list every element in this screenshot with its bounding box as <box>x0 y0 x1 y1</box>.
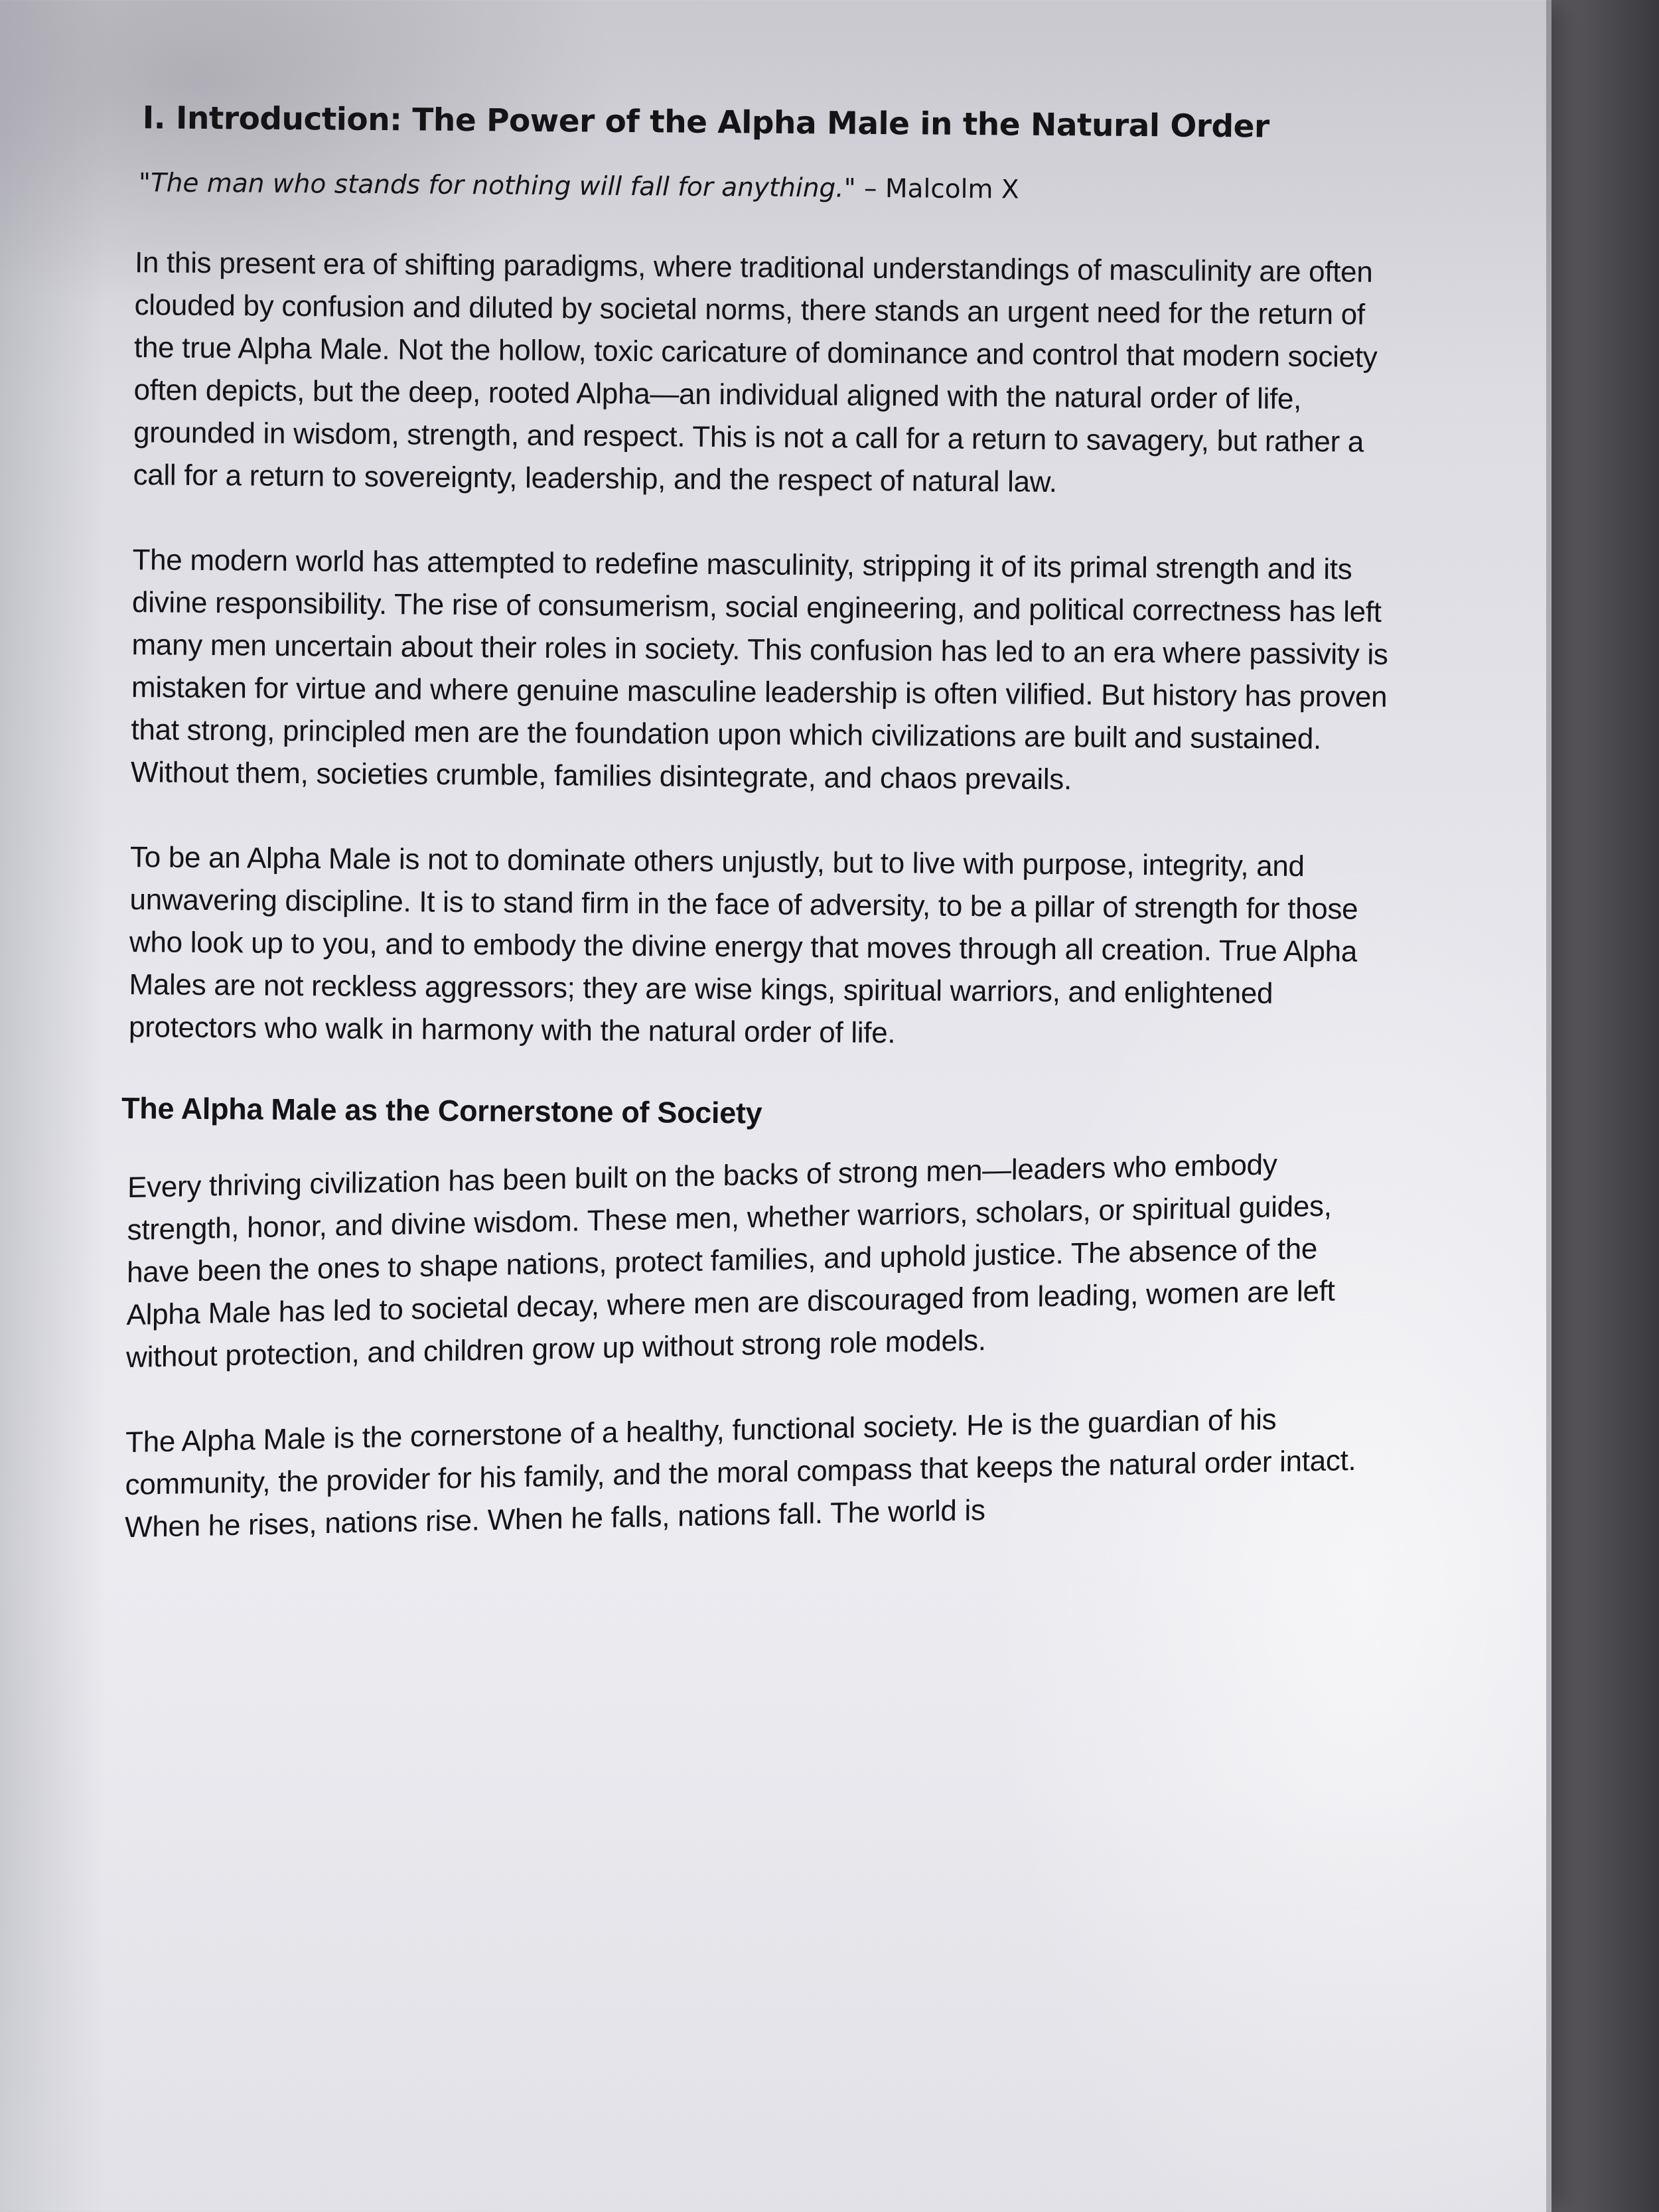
body-paragraph: Every thriving civilization has been built on the backs of strong men—leaders who embody strength, honor, and divine wisdom. These men, whether warriors, scholars, or spiritual guides, have been the ones to shape nations, protect families, and uphold justice. The absence of the Alpha Male has led to societal decay, where men are discouraged from leading, women are left without protection, and children grow up without strong role models. <box>125 1148 1335 1374</box>
section-heading: I. Introduction: The Power of the Alpha Male in the Natural Order <box>142 100 1269 145</box>
body-paragraph: In this present era of shifting paradigms, where traditional understandings of masculinity are often clouded by confusion and diluted by societal norms, there stands an urgent need for the return of the true Alpha Male. Not the hollow, toxic caricature of dominance and control that modern society often depicts, but the deep, rooted Alpha—an individual aligned with the natural order of life, grounded in wisdom, strength, and respect. This is not a call for a return to savagery, but rather a call for a return to sovereignty, leadership, and the respect of natural law. <box>133 246 1378 499</box>
quote-separator: – <box>855 173 886 204</box>
body-paragraph: The modern world has attempted to redefine masculinity, stripping it of its primal strength and its divine responsibility. The rise of consumerism, social engineering, and political correctness has left many men uncertain about their roles in society. This confusion has led to an era where passivity is mistaken for virtue and where genuine masculine leadership is often vilified. But history has proven that strong, principled men are the foundation upon which civilizations are built and sustained. Without them, societies crumble, families disintegrate, and chaos prevails. <box>130 544 1388 796</box>
epigraph-quote <box>139 168 1443 208</box>
body-paragraph: To be an Alpha Male is not to dominate others unjustly, but to live with purpose, integrity, and unwavering discipline. It is to stand firm in the face of adversity, to be a pillar of strength for those who look up to you, and to embody the divine energy that moves through all creation. True Alpha Males are not reckless aggressors; they are wise kings, spiritual warriors, and enlightened protectors who walk in harmony with the natural order of life. <box>128 841 1358 1050</box>
quote-author: Malcolm X <box>885 174 1019 205</box>
document-page <box>111 100 1443 1602</box>
body-paragraph: The Alpha Male is the cornerstone of a healthy, functional society. He is the guardian of his community, the provider for his family, and the moral compass that keeps the natural order intact. When he rises, nations rise. When he falls, nations fall. The world is <box>124 1403 1356 1544</box>
subsection-heading: The Alpha Male as the Cornerstone of Society <box>121 1091 762 1130</box>
page-lighting <box>0 1792 1546 2212</box>
quote-text: "The man who stands for nothing will fall for anything." <box>138 168 856 204</box>
